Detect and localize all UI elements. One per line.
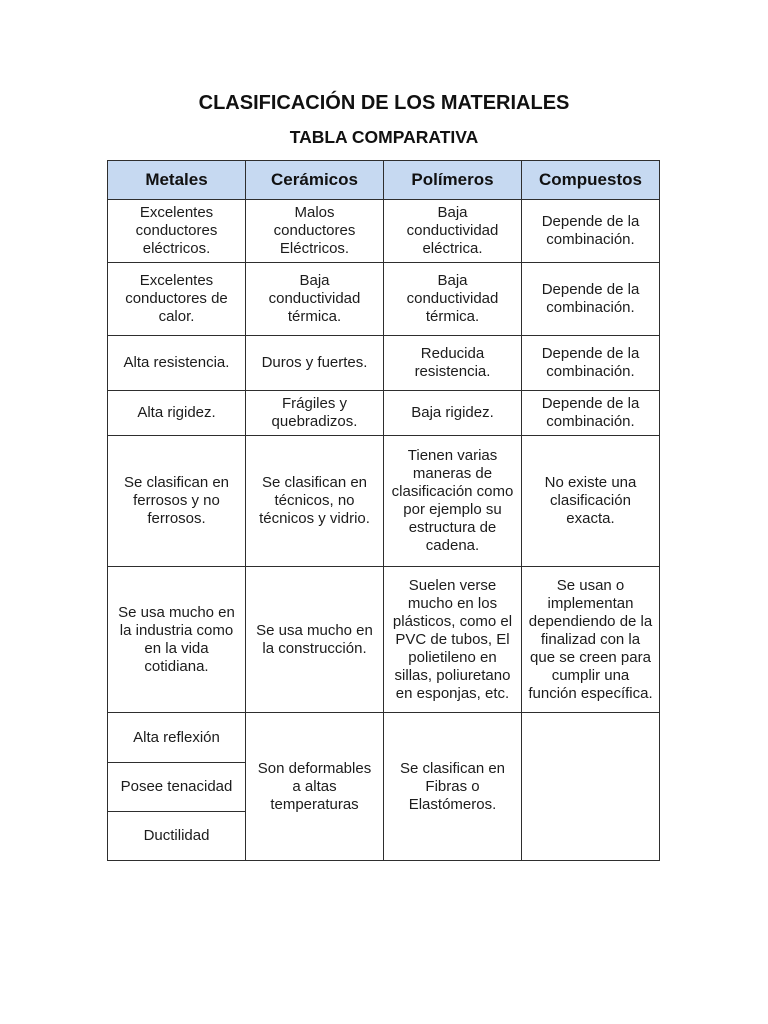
cell-polimeros: Suelen verse mucho en los plásticos, como el PVC de tubos, El polietileno en sillas, poliuretano en esponjas, etc. (384, 567, 522, 713)
cell-ceramicos: Duros y fuertes. (246, 336, 384, 391)
cell-ceramicos: Son deformables a altas temperaturas (246, 713, 384, 861)
page-title: CLASIFICACIÓN DE LOS MATERIALES (198, 92, 570, 114)
cell-metales: Se clasifican en ferrosos y no ferrosos. (108, 436, 246, 567)
cell-ceramicos: Se usa mucho en la construcción. (246, 567, 384, 713)
comparison-table (107, 160, 660, 861)
page-subtitle: TABLA COMPARATIVA (289, 127, 479, 147)
cell-compuestos-empty (522, 713, 660, 861)
cell-compuestos: Se usan o implementan dependiendo de la finalizad con la que se creen para cumplir una función específica. (522, 567, 660, 713)
cell-polimeros: Baja conductividad térmica. (384, 263, 522, 336)
cell-compuestos: Depende de la combinación. (522, 391, 660, 436)
cell-compuestos: No existe una clasificación exacta. (522, 436, 660, 567)
header-ceramicos: Cerámicos (246, 161, 384, 200)
header-polimeros: Polímeros (384, 161, 522, 200)
cell-polimeros: Baja conductividad eléctrica. (384, 200, 522, 263)
cell-compuestos: Depende de la combinación. (522, 263, 660, 336)
cell-ceramicos: Malos conductores Eléctricos. (246, 200, 384, 263)
cell-ceramicos: Frágiles y quebradizos. (246, 391, 384, 436)
cell-metales: Excelentes conductores de calor. (108, 263, 246, 336)
cell-metales: Ductilidad (108, 812, 246, 861)
cell-polimeros: Reducida resistencia. (384, 336, 522, 391)
cell-metales: Alta reflexión (108, 713, 246, 763)
cell-metales: Se usa mucho en la industria como en la vida cotidiana. (108, 567, 246, 713)
cell-metales: Excelentes conductores eléctricos. (108, 200, 246, 263)
cell-metales: Posee tenacidad (108, 763, 246, 812)
cell-compuestos: Depende de la combinación. (522, 336, 660, 391)
header-compuestos: Compuestos (522, 161, 660, 200)
cell-compuestos: Depende de la combinación. (522, 200, 660, 263)
cell-ceramicos: Baja conductividad térmica. (246, 263, 384, 336)
cell-ceramicos: Se clasifican en técnicos, no técnicos y vidrio. (246, 436, 384, 567)
cell-polimeros: Baja rigidez. (384, 391, 522, 436)
cell-metales: Alta rigidez. (108, 391, 246, 436)
header-metales: Metales (108, 161, 246, 200)
cell-metales: Alta resistencia. (108, 336, 246, 391)
cell-polimeros: Se clasifican en Fibras o Elastómeros. (384, 713, 522, 861)
cell-polimeros: Tienen varias maneras de clasificación como por ejemplo su estructura de cadena. (384, 436, 522, 567)
